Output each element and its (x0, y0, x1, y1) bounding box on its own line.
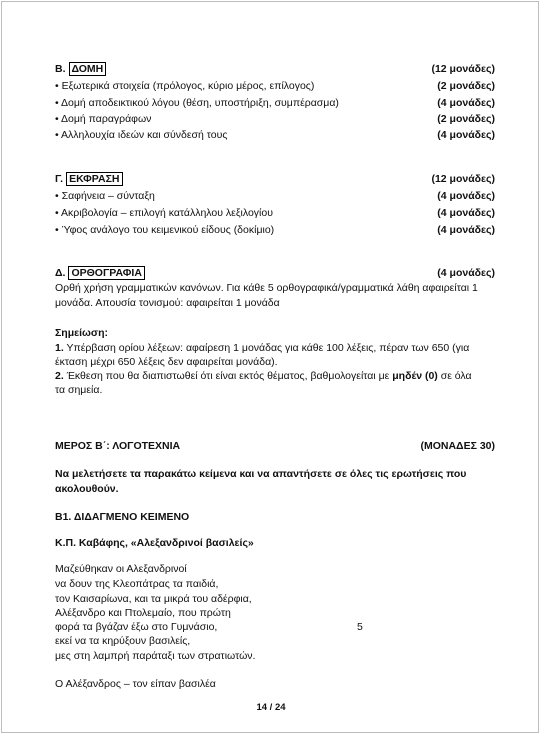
section-g-points: (12 μονάδες) (431, 173, 495, 185)
poem-title: Κ.Π. Καβάφης, «Αλεξανδρινοί βασιλείς» (55, 537, 254, 549)
section-b-title: ΔΟΜΗ (69, 62, 107, 76)
poem-line: Μαζεύθηκαν οι Αλεξανδρινοί (55, 563, 187, 575)
poem-line: Ο Αλέξανδρος – τον είπαν βασιλέα (55, 678, 216, 690)
note-item-1-line-1 (55, 342, 469, 355)
note-item-2-number: 2. (55, 370, 64, 382)
note-heading: Σημείωση: (55, 327, 109, 339)
poem-line: να δουν της Κλεοπάτρας τα παιδιά, (55, 578, 219, 590)
item-label: • Ακριβολογία – επιλογή κατάλληλου λεξιλογίου (55, 207, 273, 219)
note-item-2-emphasis: μηδέν (0) (392, 370, 438, 382)
part-b-title: ΜΕΡΟΣ Β΄: ΛΟΓΟΤΕΧΝΙΑ (55, 440, 181, 452)
list-item (55, 80, 495, 94)
item-label: • Δομή αποδεικτικού λόγου (θέση, υποστήριξη, συμπέρασμα) (55, 97, 339, 109)
poem-line: μες στη λαμπρή παράταξι των στρατιωτών. (55, 650, 256, 662)
item-points: (2 μονάδες) (437, 80, 495, 92)
list-item (55, 97, 495, 111)
poem-line: φορά τα βγάζαν έξω στο Γυμνάσιο, (55, 621, 218, 633)
list-item (55, 207, 495, 221)
list-item (55, 224, 495, 238)
section-d-letter: Δ. (55, 267, 66, 279)
section-b-heading (55, 63, 106, 76)
note-item-1-number: 1. (55, 342, 64, 354)
note-item-1-text: Υπέρβαση ορίου λέξεων: αφαίρεση 1 μονάδας για κάθε 100 λέξεις, πέραν των 650 (για (66, 342, 470, 354)
poem-line: Αλέξανδρο και Πτολεμαίο, που πρώτη (55, 607, 231, 619)
section-d-title: ΟΡΘΟΓΡΑΦΙΑ (68, 266, 144, 280)
part-b-instruction-line-1: Να μελετήσετε τα παρακάτω κείμενα και να απαντήσετε σε όλες τις ερωτήσεις που (55, 468, 467, 480)
item-points: (4 μονάδες) (437, 97, 495, 109)
section-d-heading (55, 267, 145, 280)
poem-line: τον Καισαρίωνα, και τα μικρά του αδέρφια, (55, 593, 252, 605)
section-g-letter: Γ. (55, 173, 64, 185)
part-b-points: (ΜΟΝΑΔΕΣ 30) (420, 440, 495, 452)
poem-line: εκεί να τα κηρύξουν βασιλείς, (55, 635, 191, 647)
section-g-heading (55, 173, 123, 186)
item-label: • Δομή παραγράφων (55, 113, 152, 125)
section-g-title: ΕΚΦΡΑΣΗ (66, 172, 122, 186)
item-points: (4 μονάδες) (437, 190, 495, 202)
page-number: 14 / 24 (256, 702, 286, 713)
section-d-text-line-2: μονάδα. Απουσία τονισμού: αφαιρείται 1 μονάδα (55, 297, 280, 309)
part-b-instruction-line-2: ακολουθούν. (55, 483, 119, 495)
section-b-letter: Β. (55, 63, 66, 75)
section-b-points: (12 μονάδες) (431, 63, 495, 75)
note-item-2-text-end: σε όλα (440, 370, 472, 382)
item-label: • Αλληλουχία ιδεών και σύνδεσή τους (55, 129, 228, 141)
item-label: • Σαφήνεια – σύνταξη (55, 190, 155, 202)
list-item (55, 113, 495, 127)
item-label: • Εξωτερικά στοιχεία (πρόλογος, κύριο μέρος, επίλογος) (55, 80, 315, 92)
line-number-marker: 5 (357, 621, 363, 633)
list-item (55, 129, 495, 143)
section-d-points: (4 μονάδες) (437, 267, 495, 279)
item-points: (4 μονάδες) (437, 129, 495, 141)
note-item-2-text: Έκθεση που θα διαπιστωθεί ότι είναι εκτός θέματος, βαθμολογείται με (66, 370, 390, 382)
note-item-2-line-1 (55, 370, 472, 383)
note-item-1-line-2: έκταση μέχρι 650 λέξεις δεν αφαιρείται μονάδα). (55, 356, 278, 368)
item-points: (2 μονάδες) (437, 113, 495, 125)
item-points: (4 μονάδες) (437, 207, 495, 219)
list-item (55, 190, 495, 204)
section-b1-heading: Β1. ΔΙΔΑΓΜΕΝΟ ΚΕΙΜΕΝΟ (55, 511, 190, 523)
section-d-text-line-1: Ορθή χρήση γραμματικών κανόνων. Για κάθε 5 ορθογραφικά/γραμματικά λάθη αφαιρείται 1 (55, 282, 478, 294)
item-points: (4 μονάδες) (437, 224, 495, 236)
item-label: • Ύφος ανάλογο του κειμενικού είδους (δοκίμιο) (55, 224, 275, 236)
note-item-2-line-2: τα σημεία. (55, 384, 103, 396)
